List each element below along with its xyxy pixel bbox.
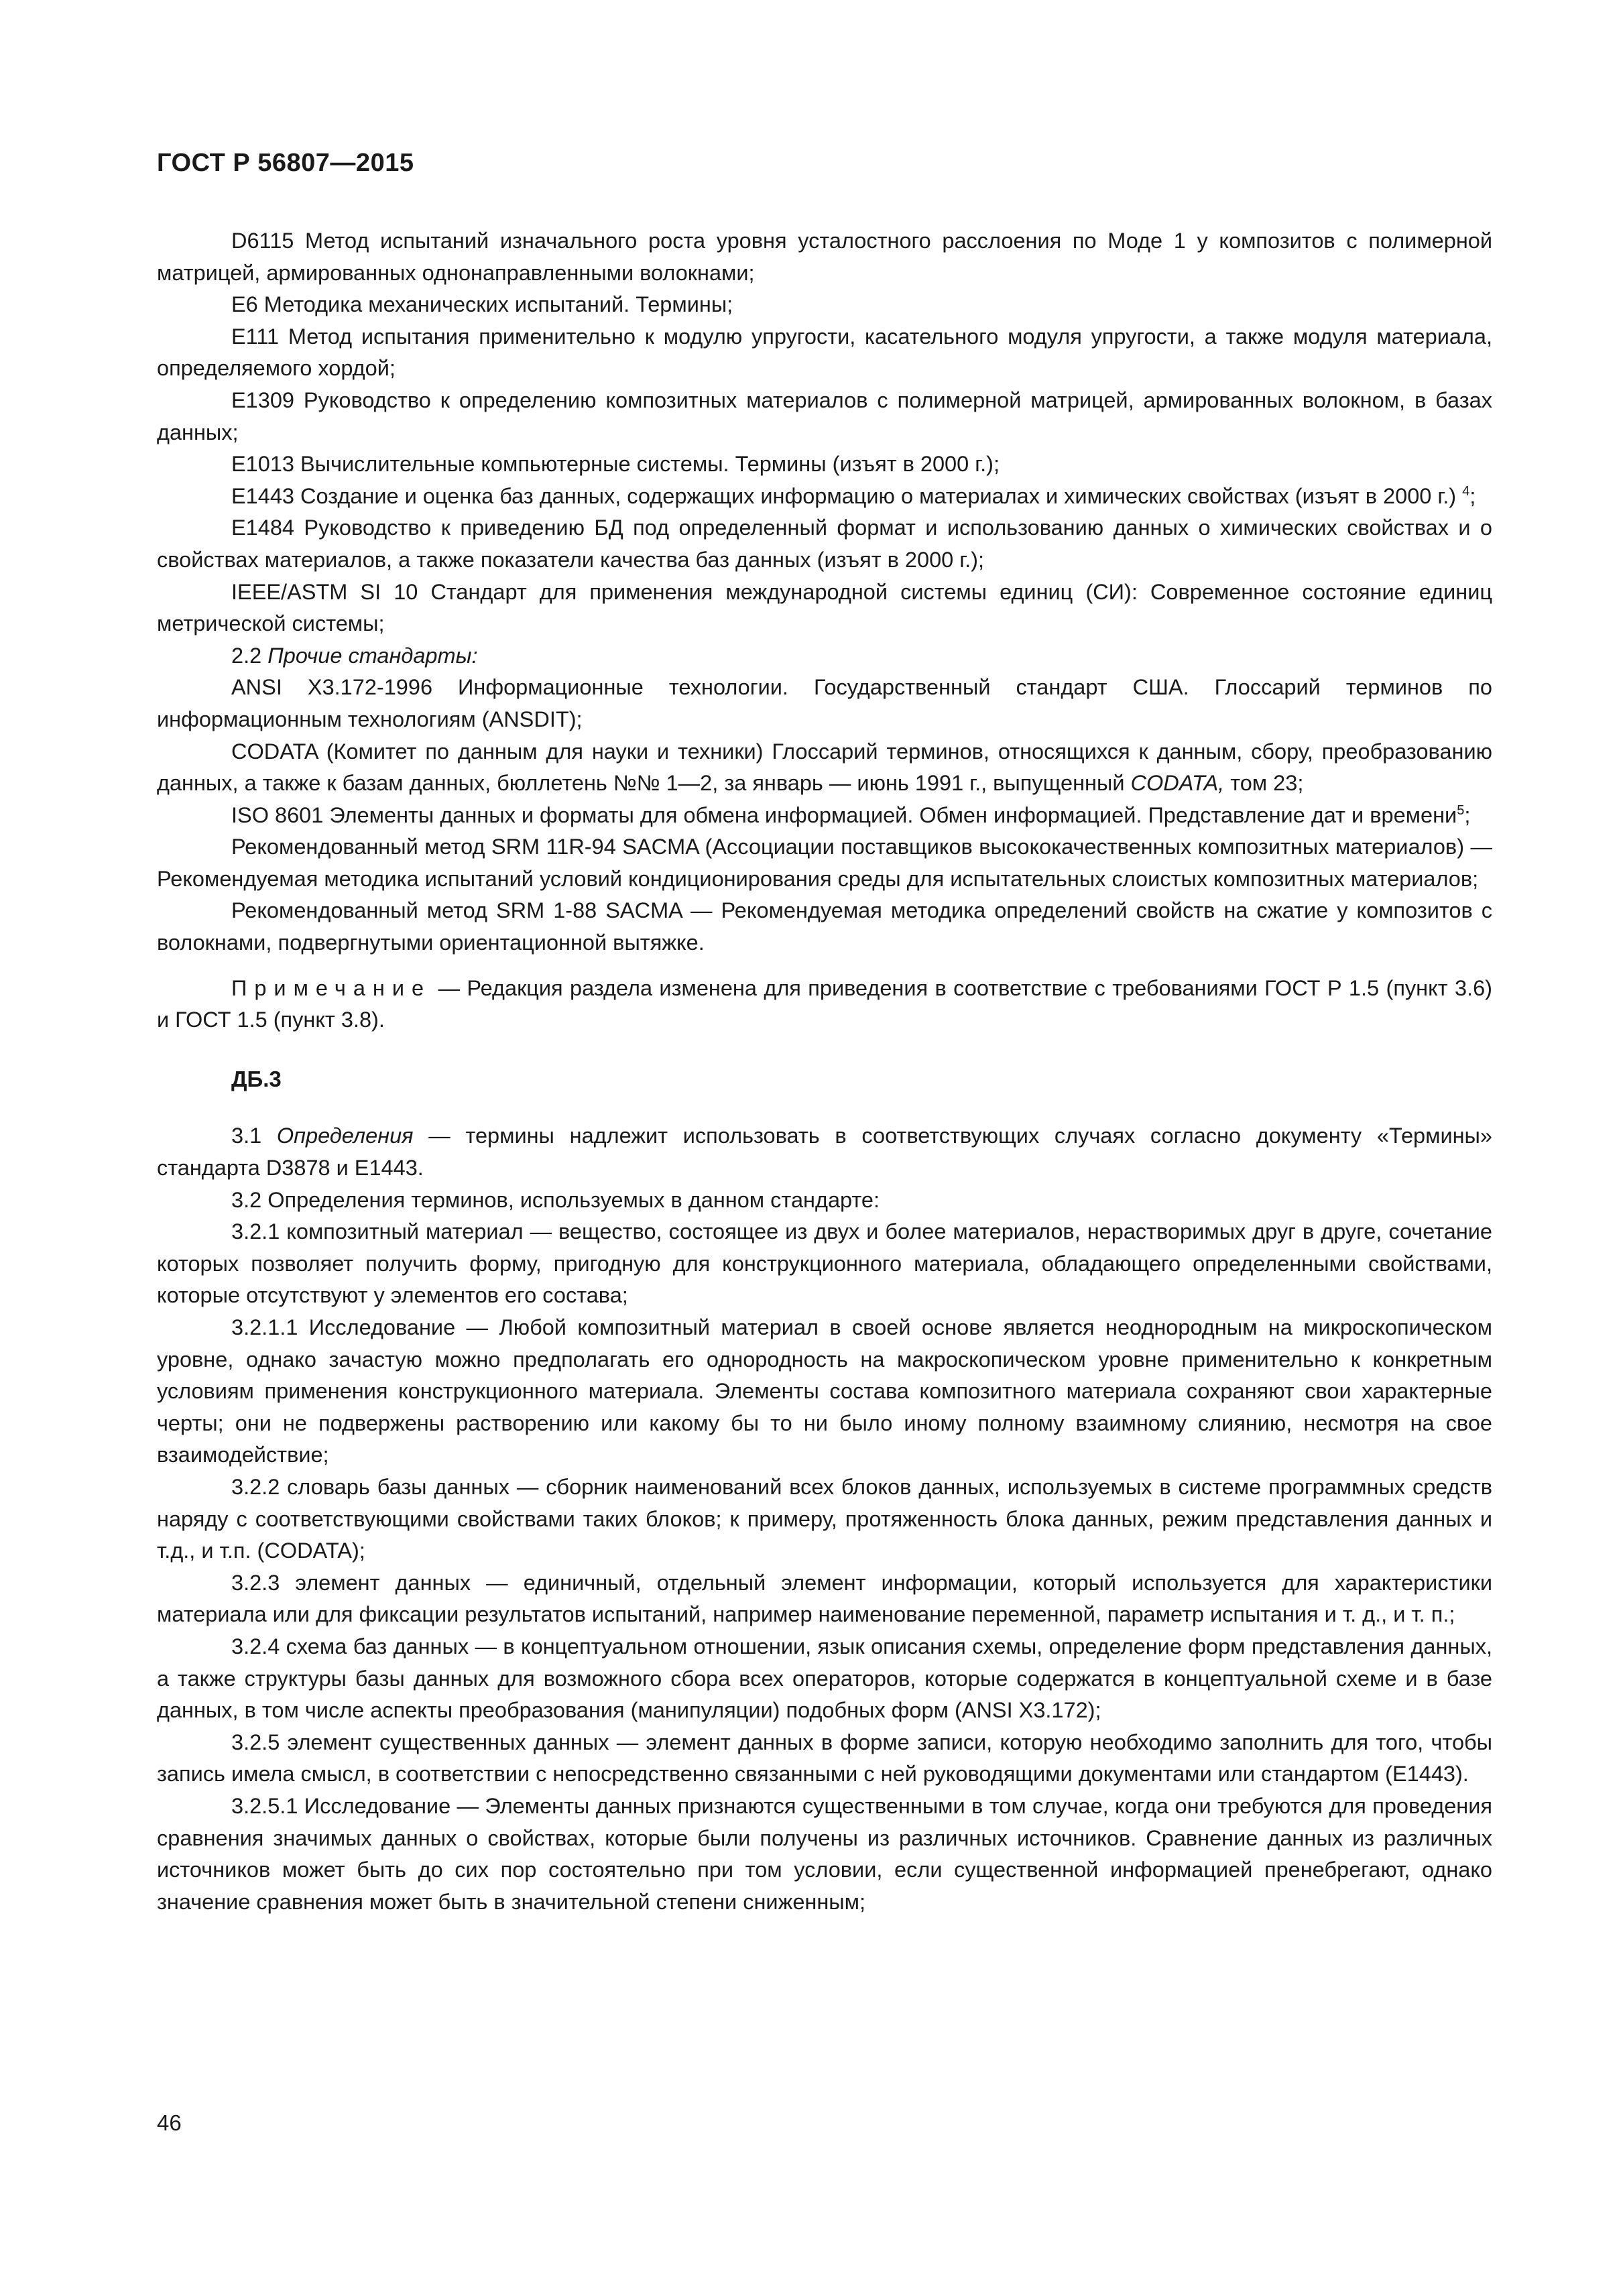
note: [157, 973, 1492, 1036]
def-3-2-2: 3.2.2 словарь базы данных — сборник наименований всех блоков данных, используемых в системе программных средств наряду с соответствующими свойствами таких блоков; к примеру, протяженность блока данных, режим представления данных и т.д., и т.п. (CODATA);: [157, 1474, 1492, 1563]
def-3-1-text: — термины надлежит использовать в соответствующих случаях согласно документу «Термины» стандарта D3878 и E1443.: [157, 1124, 1492, 1181]
note-label: Примечание: [231, 975, 432, 1000]
ref-iso8601-text: ISO 8601 Элементы данных и форматы для обмена информацией. Обмен информацией. Представление дат и времени: [231, 802, 1457, 827]
other-standards-label: Прочие стандарты:: [267, 643, 478, 668]
footnote-marker-5: 5: [1457, 802, 1465, 818]
ref-e6: E6 Методика механических испытаний. Термины;: [231, 292, 733, 317]
note-text: — Редакция раздела изменена для приведения в соответствие с требованиями ГОСТ Р 1.5 (пункт 3.6) и ГОСТ 1.5 (пункт 3.8).: [157, 975, 1492, 1032]
def-3-2-5: 3.2.5 элемент существенных данных — элемент данных в форме записи, которую необходимо заполнить для того, чтобы запись имела смысл, в соответствии с непосредственно связанными с ней руководящими документами или стандартом (E1443).: [157, 1730, 1492, 1787]
def-3-1-label: Определения: [276, 1124, 414, 1148]
def-3-1-number: 3.1: [231, 1124, 277, 1148]
ref-iso8601: [157, 800, 1492, 832]
ref-codata: [157, 736, 1492, 800]
ref-codata-tail: том 23;: [1224, 771, 1304, 796]
ref-codata-text: CODATA (Комитет по данным для науки и техники) Глоссарий терминов, относящихся к данным, сбору, преобразованию данных, а также к базам данных, бюллетень №№ 1—2, за январь — июнь 1991 г., выпущенный: [157, 739, 1492, 796]
def-3-2-1: 3.2.1 композитный материал — вещество, состоящее из двух и более материалов, нерастворимых друг в друге, сочетание которых позволяет получить форму, пригодную для конструкционного материала, обладающего определенными свойствами, которые отсутствуют у элементов его состава;: [157, 1219, 1492, 1308]
ref-e111: E111 Метод испытания применительно к модулю упругости, касательного модуля упругости, а также модуля материала, определяемого хордой;: [157, 324, 1492, 381]
section-title: ДБ.3: [231, 1066, 282, 1091]
def-3-2: 3.2 Определения терминов, используемых в данном стандарте:: [231, 1187, 880, 1212]
ref-e1484: E1484 Руководство к приведению БД под определенный формат и использованию данных о химических свойствах и о свойствах материалов, а также показатели качества баз данных (изъят в 2000 г.);: [157, 516, 1492, 572]
ref-srm-11r-94: Рекомендованный метод SRM 11R-94 SACMA (Ассоциации поставщиков высококачественных композитных материалов) — Рекомендуемая методика испытаний условий кондиционирования среды для испытательных слоистых композитных материалов;: [157, 835, 1492, 891]
def-3-2-3: 3.2.3 элемент данных — единичный, отдельный элемент информации, который используется для характеристики материала или для фиксации результатов испытаний, например наименование переменной, параметр испытания и т. д., и т. п.;: [157, 1570, 1492, 1627]
other-standards-number: 2.2: [231, 643, 268, 668]
def-3-2-4: 3.2.4 схема баз данных — в концептуальном отношении, язык описания схемы, определение форм представления данных, а также структуры базы данных для возможного сбора всех операторов, которые содержатся в концептуальной схеме и в базе данных, в том числе аспекты преобразования (манипуляции) подобных форм (ANSI X3.172);: [157, 1634, 1492, 1723]
ref-srm-1-88: Рекомендованный метод SRM 1-88 SACMA — Рекомендуемая методика определений свойств на сжатие у композитов с волокнами, подвергнутыми ориентационной вытяжке.: [157, 898, 1492, 955]
ref-e1443-tail: ;: [1469, 483, 1476, 508]
ref-e1443-text: E1443 Создание и оценка баз данных, содержащих информацию о материалах и химических свойствах (изъят в 2000 г.): [231, 483, 1463, 508]
ref-ieee-astm: IEEE/ASTM SI 10 Стандарт для применения международной системы единиц (СИ): Современное состояние единиц метрической системы;: [157, 579, 1492, 636]
page-header: ГОСТ Р 56807—2015: [157, 149, 414, 177]
def-3-2-5-1: 3.2.5.1 Исследование — Элементы данных признаются существенными в том случае, когда они требуются для проведения сравнения значимых данных о свойствах, которые были получены из различных источников. Сравнение данных из различных источников может быть до сих пор состоятельно при том условии, если существенной информацией пренебрегают, однако значение сравнения может быть в значительной степени сниженным;: [157, 1793, 1492, 1914]
page-number: 46: [157, 2110, 182, 2135]
other-standards-heading: [157, 640, 1492, 672]
ref-iso8601-tail: ;: [1464, 802, 1471, 827]
ref-e1443: [157, 481, 1492, 513]
footnote-marker-4: 4: [1462, 483, 1470, 499]
def-3-2-1-1: 3.2.1.1 Исследование — Любой композитный материал в своей основе является неоднородным на микроскопическом уровне, однако зачастую можно предполагать его однородность на макроскопическом уровне применительно к конкретным условиям применения конструкционного материала. Элементы состава композитного материала сохраняют свои характерные черты; они не подвержены растворению или какому бы то ни было иному полному взаимному слиянию, несмотря на свое взаимодействие;: [157, 1315, 1492, 1467]
ref-codata-italic: CODATA,: [1130, 771, 1225, 796]
ref-d6115: D6115 Метод испытаний изначального роста уровня усталостного расслоения по Моде 1 у композитов с полимерной матрицей, армированных однонаправленными волокнами;: [157, 229, 1492, 285]
def-3-1: [157, 1120, 1492, 1184]
ref-e1309: E1309 Руководство к определению композитных материалов с полимерной матрицей, армированных волокном, в базах данных;: [157, 387, 1492, 444]
document-body: [157, 225, 1492, 1918]
ref-e1013: E1013 Вычислительные компьютерные системы. Термины (изъят в 2000 г.);: [231, 452, 1000, 477]
ref-ansi: ANSI X3.172-1996 Информационные технологии. Государственный стандарт США. Глоссарий терминов по информационным технологиям (ANSDIT);: [157, 675, 1492, 731]
